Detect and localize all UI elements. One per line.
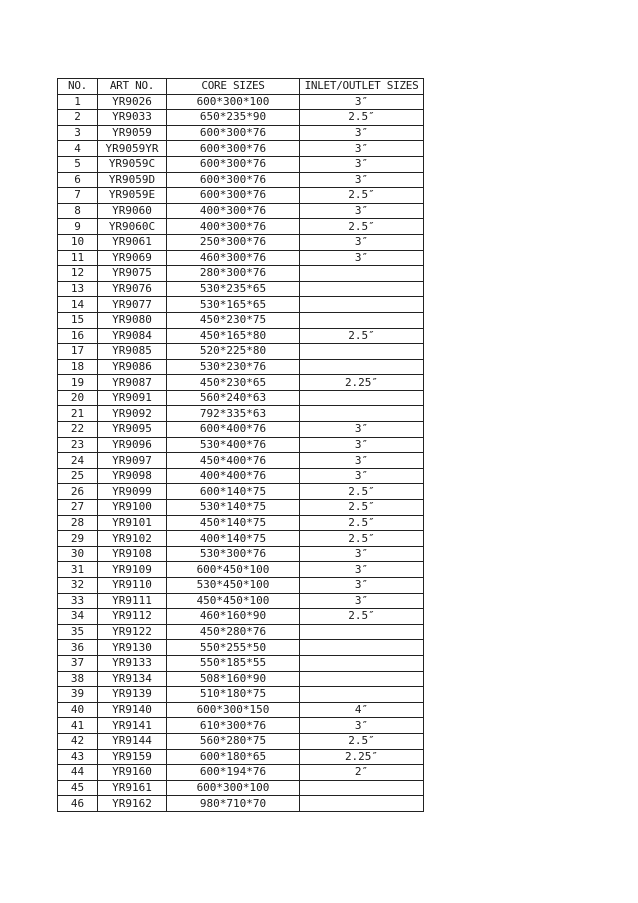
table-row [58,359,424,375]
table-row [58,702,424,718]
table-row [58,141,424,157]
cell-art-no: YR9076 [98,281,167,297]
table-row [58,266,424,282]
cell-no: 2 [58,110,98,126]
table-body [58,94,424,811]
cell-core-size: 460*160*90 [167,609,300,625]
cell-inlet-outlet-size: 4″ [300,702,424,718]
cell-core-size: 600*140*75 [167,484,300,500]
table-row [58,156,424,172]
table-row [58,687,424,703]
cell-inlet-outlet-size [300,297,424,313]
table-row [58,578,424,594]
table-row [58,390,424,406]
table-row [58,749,424,765]
cell-no: 12 [58,266,98,282]
table-row [58,203,424,219]
table-row [58,250,424,266]
table-row [58,609,424,625]
cell-inlet-outlet-size: 3″ [300,94,424,110]
cell-core-size: 600*300*100 [167,94,300,110]
cell-inlet-outlet-size: 3″ [300,578,424,594]
table-row [58,344,424,360]
cell-art-no: YR9161 [98,780,167,796]
cell-inlet-outlet-size [300,624,424,640]
table-header-row [58,79,424,95]
table-row [58,640,424,656]
cell-art-no: YR9095 [98,422,167,438]
cell-inlet-outlet-size: 2.5″ [300,219,424,235]
table-row [58,500,424,516]
cell-inlet-outlet-size: 3″ [300,562,424,578]
cell-no: 18 [58,359,98,375]
table-row [58,531,424,547]
cell-no: 15 [58,312,98,328]
cell-no: 44 [58,765,98,781]
table-row [58,297,424,313]
cell-art-no: YR9108 [98,546,167,562]
cell-inlet-outlet-size: 2.5″ [300,500,424,516]
cell-inlet-outlet-size: 2.5″ [300,188,424,204]
cell-inlet-outlet-size: 2.5″ [300,484,424,500]
header-art-no: ART NO. [98,79,167,95]
cell-core-size: 450*230*65 [167,375,300,391]
cell-core-size: 530*140*75 [167,500,300,516]
cell-inlet-outlet-size: 2.5″ [300,609,424,625]
table-row [58,437,424,453]
cell-no: 19 [58,375,98,391]
cell-no: 34 [58,609,98,625]
cell-no: 16 [58,328,98,344]
cell-no: 27 [58,500,98,516]
cell-core-size: 980*710*70 [167,796,300,812]
table-row [58,546,424,562]
header-core-sizes: CORE SIZES [167,79,300,95]
cell-inlet-outlet-size: 3″ [300,250,424,266]
cell-art-no: YR9134 [98,671,167,687]
cell-no: 3 [58,125,98,141]
cell-inlet-outlet-size: 2.25″ [300,375,424,391]
table-row [58,328,424,344]
cell-no: 5 [58,156,98,172]
cell-core-size: 600*400*76 [167,422,300,438]
table-row [58,765,424,781]
cell-art-no: YR9077 [98,297,167,313]
cell-core-size: 450*140*75 [167,515,300,531]
table-row [58,219,424,235]
table-row [58,718,424,734]
cell-no: 45 [58,780,98,796]
table-row [58,796,424,812]
cell-core-size: 520*225*80 [167,344,300,360]
cell-core-size: 600*300*76 [167,188,300,204]
table-row [58,780,424,796]
table-row [58,562,424,578]
cell-no: 36 [58,640,98,656]
cell-art-no: YR9139 [98,687,167,703]
table-row [58,655,424,671]
cell-art-no: YR9096 [98,437,167,453]
cell-art-no: YR9109 [98,562,167,578]
cell-inlet-outlet-size: 2.5″ [300,328,424,344]
cell-core-size: 450*400*76 [167,453,300,469]
cell-art-no: YR9087 [98,375,167,391]
cell-no: 46 [58,796,98,812]
cell-inlet-outlet-size: 2.5″ [300,110,424,126]
cell-no: 40 [58,702,98,718]
cell-inlet-outlet-size: 3″ [300,437,424,453]
cell-inlet-outlet-size: 2.5″ [300,515,424,531]
cell-core-size: 280*300*76 [167,266,300,282]
cell-no: 30 [58,546,98,562]
cell-core-size: 400*140*75 [167,531,300,547]
table-row [58,110,424,126]
cell-art-no: YR9099 [98,484,167,500]
cell-no: 29 [58,531,98,547]
cell-core-size: 600*300*150 [167,702,300,718]
cell-art-no: YR9130 [98,640,167,656]
cell-inlet-outlet-size [300,344,424,360]
cell-art-no: YR9059YR [98,141,167,157]
cell-art-no: YR9092 [98,406,167,422]
cell-art-no: YR9080 [98,312,167,328]
cell-no: 39 [58,687,98,703]
table-row [58,406,424,422]
cell-inlet-outlet-size [300,281,424,297]
cell-no: 37 [58,655,98,671]
cell-inlet-outlet-size [300,687,424,703]
table-row [58,234,424,250]
table-row [58,172,424,188]
cell-core-size: 400*300*76 [167,219,300,235]
cell-inlet-outlet-size: 2.5″ [300,733,424,749]
cell-core-size: 530*450*100 [167,578,300,594]
cell-inlet-outlet-size [300,796,424,812]
cell-core-size: 560*240*63 [167,390,300,406]
cell-inlet-outlet-size: 3″ [300,141,424,157]
cell-core-size: 600*300*100 [167,780,300,796]
cell-art-no: YR9059E [98,188,167,204]
cell-art-no: YR9026 [98,94,167,110]
cell-no: 13 [58,281,98,297]
cell-core-size: 650*235*90 [167,110,300,126]
cell-no: 14 [58,297,98,313]
cell-no: 23 [58,437,98,453]
cell-core-size: 530*400*76 [167,437,300,453]
cell-art-no: YR9140 [98,702,167,718]
cell-core-size: 530*235*65 [167,281,300,297]
cell-art-no: YR9160 [98,765,167,781]
table-row [58,312,424,328]
cell-art-no: YR9059C [98,156,167,172]
cell-no: 28 [58,515,98,531]
cell-no: 17 [58,344,98,360]
cell-core-size: 450*280*76 [167,624,300,640]
table-row [58,484,424,500]
table-row [58,515,424,531]
cell-art-no: YR9075 [98,266,167,282]
cell-no: 9 [58,219,98,235]
cell-art-no: YR9085 [98,344,167,360]
cell-art-no: YR9069 [98,250,167,266]
cell-inlet-outlet-size [300,655,424,671]
table-row [58,281,424,297]
cell-core-size: 450*450*100 [167,593,300,609]
cell-art-no: YR9086 [98,359,167,375]
cell-inlet-outlet-size: 3″ [300,453,424,469]
cell-core-size: 600*194*76 [167,765,300,781]
cell-art-no: YR9159 [98,749,167,765]
cell-inlet-outlet-size [300,780,424,796]
cell-inlet-outlet-size [300,671,424,687]
cell-no: 26 [58,484,98,500]
cell-no: 32 [58,578,98,594]
cell-inlet-outlet-size: 3″ [300,156,424,172]
table-row [58,453,424,469]
cell-art-no: YR9061 [98,234,167,250]
cell-no: 25 [58,468,98,484]
cell-core-size: 250*300*76 [167,234,300,250]
cell-art-no: YR9141 [98,718,167,734]
cell-core-size: 400*400*76 [167,468,300,484]
cell-core-size: 610*300*76 [167,718,300,734]
cell-core-size: 600*300*76 [167,141,300,157]
cell-no: 1 [58,94,98,110]
cell-inlet-outlet-size: 2″ [300,765,424,781]
table-row [58,593,424,609]
cell-core-size: 460*300*76 [167,250,300,266]
cell-inlet-outlet-size: 3″ [300,718,424,734]
cell-inlet-outlet-size [300,359,424,375]
table-row [58,188,424,204]
cell-inlet-outlet-size: 3″ [300,593,424,609]
cell-core-size: 400*300*76 [167,203,300,219]
cell-inlet-outlet-size: 3″ [300,234,424,250]
cell-core-size: 510*180*75 [167,687,300,703]
cell-inlet-outlet-size: 3″ [300,125,424,141]
cell-core-size: 792*335*63 [167,406,300,422]
cell-inlet-outlet-size: 2.25″ [300,749,424,765]
cell-art-no: YR9133 [98,655,167,671]
table-row [58,375,424,391]
table-row [58,125,424,141]
cell-core-size: 560*280*75 [167,733,300,749]
cell-art-no: YR9033 [98,110,167,126]
cell-art-no: YR9101 [98,515,167,531]
cell-art-no: YR9060C [98,219,167,235]
cell-art-no: YR9110 [98,578,167,594]
header-inlet-outlet-sizes: INLET/OUTLET SIZES [300,79,424,95]
table-row [58,468,424,484]
cell-no: 35 [58,624,98,640]
cell-art-no: YR9084 [98,328,167,344]
cell-core-size: 450*165*80 [167,328,300,344]
cell-inlet-outlet-size [300,406,424,422]
cell-inlet-outlet-size [300,266,424,282]
cell-art-no: YR9144 [98,733,167,749]
cell-core-size: 508*160*90 [167,671,300,687]
cell-art-no: YR9091 [98,390,167,406]
cell-art-no: YR9122 [98,624,167,640]
cell-art-no: YR9162 [98,796,167,812]
cell-no: 31 [58,562,98,578]
cell-core-size: 530*165*65 [167,297,300,313]
cell-core-size: 600*300*76 [167,125,300,141]
cell-no: 4 [58,141,98,157]
cell-inlet-outlet-size: 3″ [300,468,424,484]
table-row [58,94,424,110]
table-row [58,624,424,640]
core-sizes-table [57,78,424,812]
cell-no: 38 [58,671,98,687]
cell-inlet-outlet-size: 2.5″ [300,531,424,547]
cell-inlet-outlet-size [300,312,424,328]
cell-art-no: YR9059 [98,125,167,141]
cell-no: 7 [58,188,98,204]
cell-art-no: YR9111 [98,593,167,609]
cell-core-size: 550*255*50 [167,640,300,656]
cell-art-no: YR9102 [98,531,167,547]
cell-art-no: YR9098 [98,468,167,484]
cell-core-size: 550*185*55 [167,655,300,671]
cell-no: 21 [58,406,98,422]
cell-inlet-outlet-size: 3″ [300,546,424,562]
cell-no: 10 [58,234,98,250]
cell-core-size: 600*300*76 [167,156,300,172]
cell-no: 6 [58,172,98,188]
cell-art-no: YR9097 [98,453,167,469]
cell-core-size: 600*450*100 [167,562,300,578]
cell-no: 20 [58,390,98,406]
cell-inlet-outlet-size: 3″ [300,422,424,438]
cell-no: 24 [58,453,98,469]
cell-art-no: YR9060 [98,203,167,219]
cell-core-size: 530*230*76 [167,359,300,375]
cell-no: 33 [58,593,98,609]
cell-no: 22 [58,422,98,438]
table-row [58,733,424,749]
cell-core-size: 600*300*76 [167,172,300,188]
cell-inlet-outlet-size: 3″ [300,172,424,188]
table-row [58,422,424,438]
cell-inlet-outlet-size: 3″ [300,203,424,219]
cell-art-no: YR9059D [98,172,167,188]
cell-core-size: 600*180*65 [167,749,300,765]
cell-inlet-outlet-size [300,390,424,406]
cell-core-size: 450*230*75 [167,312,300,328]
cell-core-size: 530*300*76 [167,546,300,562]
cell-no: 43 [58,749,98,765]
cell-no: 42 [58,733,98,749]
cell-art-no: YR9112 [98,609,167,625]
cell-no: 8 [58,203,98,219]
cell-no: 41 [58,718,98,734]
cell-art-no: YR9100 [98,500,167,516]
header-no: NO. [58,79,98,95]
table-row [58,671,424,687]
cell-no: 11 [58,250,98,266]
cell-inlet-outlet-size [300,640,424,656]
